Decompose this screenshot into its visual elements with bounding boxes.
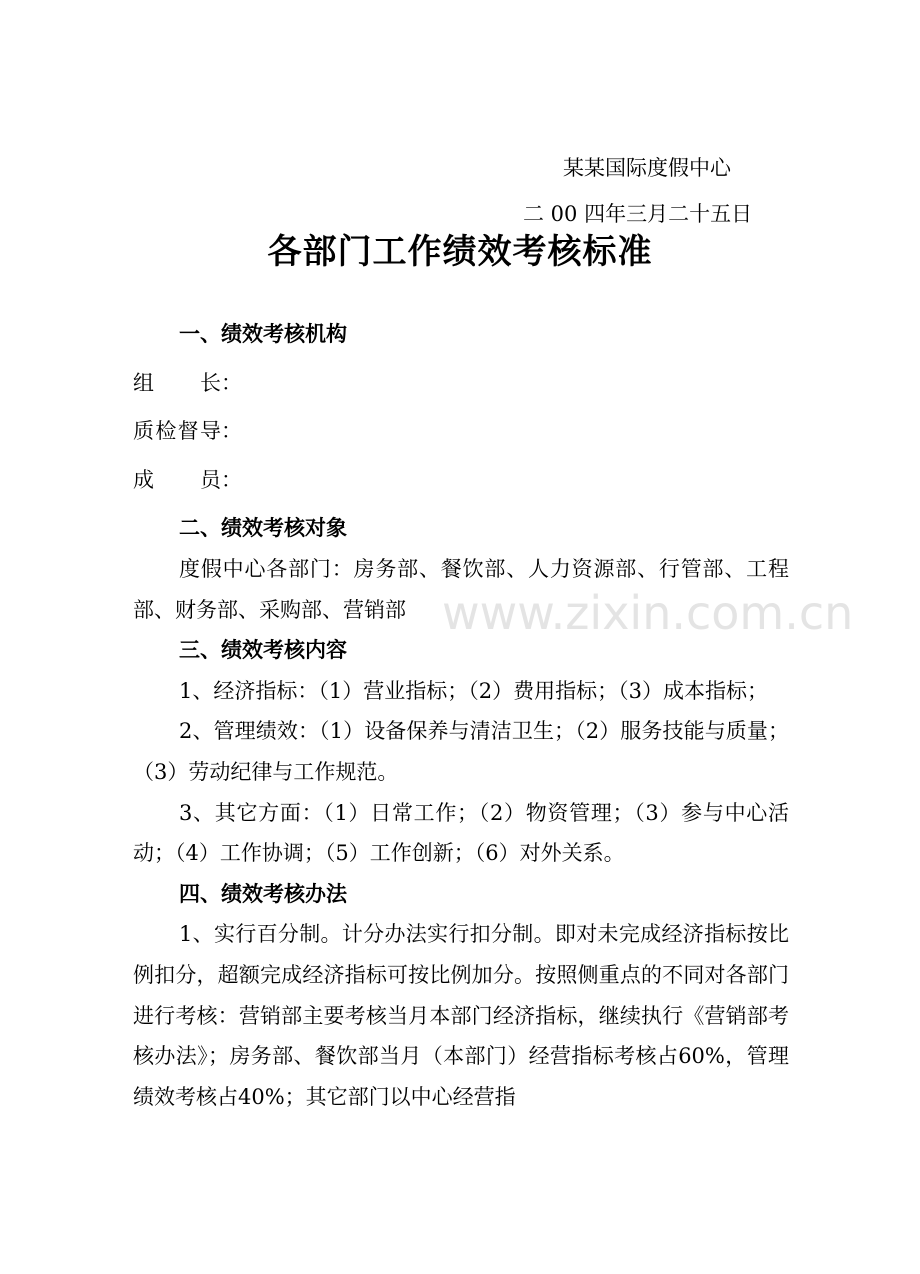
document-title: 各部门工作绩效考核标准 [267,232,653,272]
document-body [133,314,789,1117]
section-3-heading: 三、绩效考核内容 [179,638,347,663]
role-label: 质检督导 [133,419,221,444]
document-date: 二 00 四年三月二十五日 [523,202,753,226]
section-2-heading: 二、绩效考核对象 [179,516,347,541]
role-colon: ： [221,370,242,395]
section-4-text: 1、实行百分制。计分办法实行扣分制。即对未完成经济指标按比例扣分，超额完成经济指标可按比例加分。按照侧重点的不同对各部门进行考核：营销部主要考核当月本部门经济指标，继续执行《营销部考核办法》；房务部、餐饮部当月（本部门）经营指标考核占60%，管理绩效考核占40%；其它部门以中心经营指 [133,922,789,1109]
section-1-heading: 一、绩效考核机构 [179,322,347,346]
role-leader [133,363,789,404]
role-label: 组 长 [133,370,221,395]
section-2-text: 度假中心各部门：房务部、餐饮部、人力资源部、行管部、工程部、财务部、采购部、营销部 [133,556,789,622]
role-colon: ： [221,419,242,444]
section-3-item-3: 3、其它方面：（1）日常工作；（2）物资管理；（3）参与中心活动；（4）工作协调；（5）工作创新；（6）对外关系。 [133,800,789,866]
section-4-heading: 四、绩效考核办法 [179,881,347,906]
role-qc-supervisor [133,411,789,452]
watermark: www.zixin.com.cn [442,586,854,640]
role-members [133,460,789,501]
role-colon: ： [221,467,242,492]
role-label: 成 员 [133,467,221,492]
section-3-item-2: 2、管理绩效：（1）设备保养与清洁卫生；（2）服务技能与质量；（3）劳动纪律与工作规范。 [133,719,789,784]
section-3-item-1: 1、经济指标：（1）营业指标；（2）费用指标；（3）成本指标； [179,678,768,703]
organization-name: 某某国际度假中心 [563,156,731,180]
